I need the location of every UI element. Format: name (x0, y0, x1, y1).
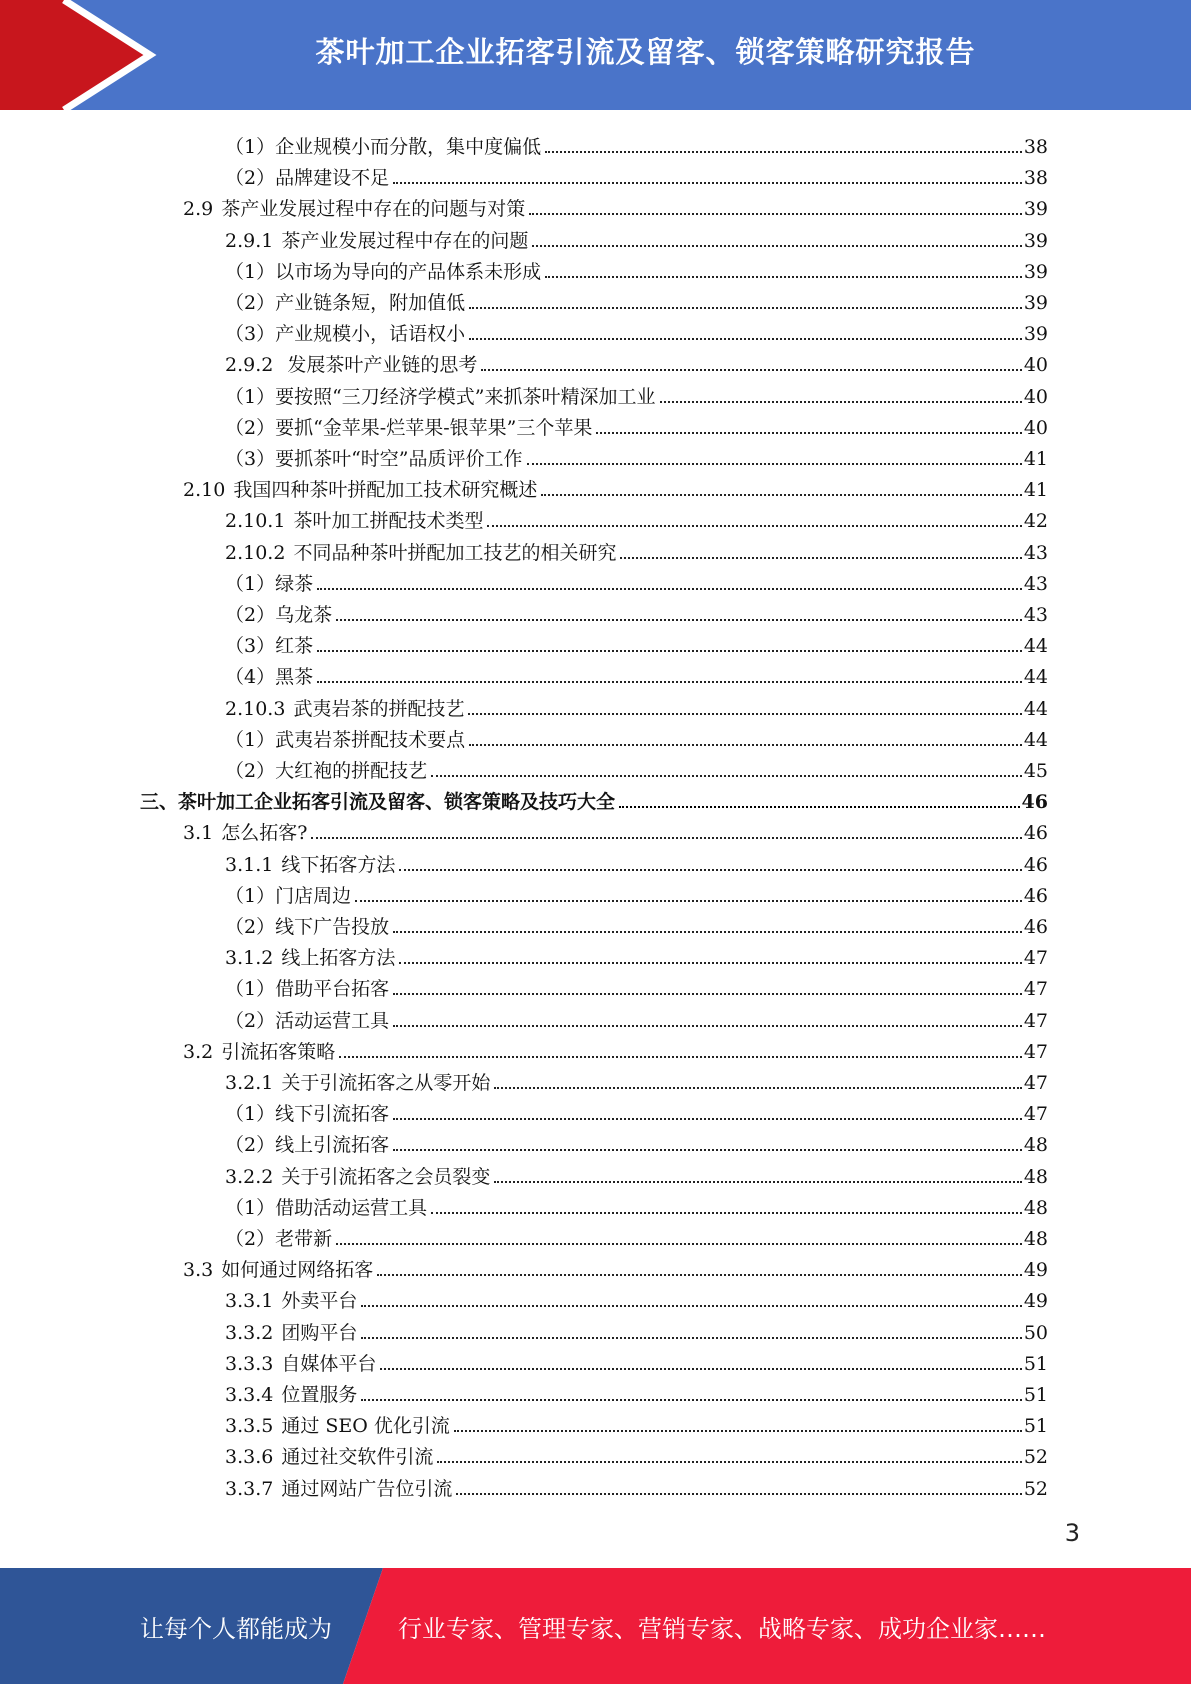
toc-entry-label (183, 1259, 375, 1281)
toc-entry-page: 46 (1023, 822, 1048, 845)
toc-entry-title: （1）要按照“三刀经济学模式”来抓茶叶精深加工业 (225, 385, 656, 408)
toc-leader-dots (454, 1429, 1022, 1432)
toc-entry-page: 41 (1023, 448, 1048, 470)
toc-leader-dots (431, 774, 1022, 777)
toc-entry-page: 51 (1023, 1384, 1048, 1406)
page-footer (0, 1568, 1191, 1684)
toc-entry-title: （1）武夷岩茶拼配技术要点 (225, 728, 466, 751)
toc-entry-label (183, 1041, 337, 1063)
toc-entry-label (225, 1290, 359, 1312)
footer-slogan-right: 行业专家、管理专家、营销专家、战略专家、成功企业家…… (398, 1614, 1046, 1643)
toc-entry-page: 48 (1023, 1165, 1048, 1188)
toc-entry-label (225, 323, 467, 345)
toc-leader-dots (317, 680, 1022, 683)
toc-leader-dots (393, 992, 1022, 995)
toc-entry[interactable] (225, 439, 1048, 470)
toc-entry[interactable] (225, 1344, 1048, 1375)
toc-leader-dots (468, 712, 1021, 715)
toc-leader-dots (545, 275, 1022, 278)
toc-entry[interactable] (225, 1281, 1048, 1312)
toc-entry[interactable] (225, 314, 1048, 345)
toc-entry-page: 44 (1023, 697, 1048, 720)
toc-leader-dots (393, 181, 1022, 184)
toc-entry-page: 51 (1023, 1415, 1048, 1438)
toc-leader-dots (431, 1211, 1022, 1214)
toc-entry-label (225, 1103, 391, 1125)
toc-entry-page: 44 (1023, 728, 1048, 751)
toc-entry-title: 自媒体平台 (281, 1352, 377, 1375)
toc-entry-label (225, 573, 315, 595)
toc-entry-title: 通过网站广告位引流 (281, 1477, 453, 1500)
toc-entry-title: （1）绿茶 (225, 572, 314, 595)
toc-entry-page: 52 (1023, 1477, 1048, 1500)
toc-entry[interactable] (225, 938, 1048, 969)
toc-entry-label (225, 978, 391, 1000)
toc-entry[interactable] (225, 1219, 1048, 1250)
toc-leader-dots (355, 899, 1022, 902)
toc-entry-page: 48 (1023, 1134, 1048, 1157)
toc-entry[interactable] (225, 1188, 1048, 1219)
toc-entry-number: 2.9.2 (225, 354, 274, 377)
toc-leader-dots (393, 1117, 1022, 1120)
toc-leader-dots (469, 743, 1022, 746)
toc-leader-dots (399, 868, 1021, 871)
toc-entry[interactable] (225, 283, 1048, 314)
toc-entry[interactable] (225, 1406, 1048, 1437)
toc-entry[interactable] (183, 813, 1048, 844)
toc-leader-dots (619, 805, 1020, 808)
header-chevron-decoration (0, 0, 160, 110)
toc-leader-dots (393, 1148, 1022, 1151)
toc-entry-title: 三、茶叶加工企业拓客引流及留客、锁客策略及技巧大全 (140, 791, 616, 814)
toc-entry[interactable] (183, 1032, 1048, 1063)
toc-entry[interactable] (225, 657, 1048, 688)
toc-entry-number: 3.3.5 (225, 1415, 274, 1438)
toc-leader-dots (596, 431, 1021, 434)
toc-entry-page: 39 (1023, 260, 1048, 283)
toc-entry-label (183, 822, 309, 844)
toc-entry-page: 44 (1023, 666, 1048, 689)
toc-entry-title: 我国四种茶叶拼配加工技术研究概述 (233, 479, 538, 502)
toc-leader-dots (494, 1086, 1021, 1089)
toc-entry[interactable] (140, 782, 1048, 813)
toc-leader-dots (399, 961, 1021, 964)
toc-entry-label (225, 760, 429, 782)
toc-leader-dots (494, 1180, 1021, 1183)
header-title: 茶叶加工企业拓客引流及留客、锁客策略研究报告 (315, 34, 976, 69)
toc-entry-title: 线下拓客方法 (281, 853, 396, 876)
toc-entry-page: 51 (1023, 1352, 1048, 1375)
toc-entry-number: 2.9 (183, 198, 214, 221)
toc-entry-label (225, 1197, 429, 1219)
toc-entry-page: 46 (1023, 884, 1048, 907)
toc-entry[interactable] (225, 1313, 1048, 1344)
toc-leader-dots (311, 836, 1021, 839)
toc-entry-label (225, 417, 594, 439)
toc-entry-label (225, 1478, 454, 1500)
toc-entry-label (183, 479, 539, 501)
toc-entry-number: 3.1.2 (225, 947, 274, 970)
toc-entry-page: 43 (1023, 572, 1048, 595)
toc-leader-dots (377, 1273, 1022, 1276)
toc-entry-label (225, 1166, 492, 1188)
toc-leader-dots (317, 649, 1022, 652)
toc-entry-title: （2）老带新 (225, 1228, 333, 1250)
toc-entry[interactable] (225, 751, 1048, 782)
toc-entry-page: 52 (1023, 1446, 1048, 1469)
toc-entry[interactable] (225, 720, 1048, 751)
toc-entry[interactable] (225, 1001, 1048, 1032)
toc-entry-title: （1）企业规模小而分散，集中度偏低 (225, 136, 542, 158)
toc-entry-label (225, 1010, 391, 1032)
toc-entry-number: 3.3.7 (225, 1477, 274, 1500)
toc-entry-title: 团购平台 (281, 1321, 358, 1344)
toc-entry-page: 38 (1023, 167, 1048, 190)
toc-leader-dots (393, 1024, 1022, 1027)
toc-entry-label (225, 230, 530, 252)
toc-entry-title: （2）乌龙茶 (225, 604, 333, 626)
toc-entry-label (225, 698, 466, 720)
toc-entry[interactable] (183, 189, 1048, 220)
toc-entry-page: 46 (1021, 791, 1048, 814)
toc-leader-dots (469, 306, 1022, 309)
toc-entry-label (225, 510, 485, 532)
toc-entry-label (225, 854, 397, 876)
toc-entry-page: 48 (1023, 1196, 1048, 1219)
toc-entry-number: 3.3.6 (225, 1446, 274, 1469)
toc-leader-dots (361, 1304, 1021, 1307)
toc-entry-title: 不同品种茶叶拼配加工技艺的相关研究 (293, 541, 617, 564)
toc-entry-label (225, 354, 479, 376)
toc-entry-number: 3.2 (183, 1040, 214, 1063)
toc-entry-title: （1）门店周边 (225, 884, 352, 907)
toc-entry-label (225, 1322, 359, 1344)
toc-entry-title: （3）红茶 (225, 635, 314, 658)
toc-entry-page: 39 (1023, 323, 1048, 346)
toc-leader-dots (660, 400, 1022, 403)
toc-entry-page: 50 (1023, 1321, 1048, 1344)
toc-entry[interactable] (225, 1157, 1048, 1188)
toc-entry-title: （1）借助平台拓客 (225, 978, 390, 1001)
toc-leader-dots (393, 930, 1022, 933)
toc-entry-page: 45 (1023, 760, 1048, 782)
toc-entry-title: 茶产业发展过程中存在的问题 (281, 229, 529, 252)
page-number: 3 (1064, 1519, 1080, 1547)
toc-leader-dots (532, 244, 1021, 247)
toc-leader-dots (336, 1242, 1022, 1245)
toc-entry-title: （1）以市场为导向的产品体系未形成 (225, 260, 542, 283)
toc-entry-label (225, 292, 467, 314)
toc-leader-dots (469, 337, 1022, 340)
toc-entry-title: （2）线上引流拓客 (225, 1134, 390, 1157)
toc-entry-page: 49 (1023, 1290, 1048, 1313)
toc-entry-label (225, 1228, 334, 1250)
toc-entry-label (225, 1353, 378, 1375)
toc-entry-title: （2）品牌建设不足 (225, 167, 390, 190)
toc-entry[interactable] (183, 1250, 1048, 1281)
toc-entry-number: 2.10.2 (225, 541, 286, 564)
toc-entry-page: 40 (1023, 385, 1048, 408)
toc-entry-page: 39 (1023, 229, 1048, 252)
toc-entry-title: 武夷岩茶的拼配技艺 (293, 697, 465, 720)
toc-entry-label (225, 1072, 492, 1094)
toc-entry-title: 发展茶叶产业链的思考 (281, 354, 478, 377)
toc-entry-number: 2.10.1 (225, 510, 286, 533)
toc-entry[interactable] (225, 501, 1048, 532)
toc-entry-page: 40 (1023, 416, 1048, 439)
toc-entry-title: （4）黑茶 (225, 666, 314, 689)
toc-entry-label (225, 947, 397, 969)
toc-leader-dots (339, 1055, 1022, 1058)
toc-entry-number: 3.3.2 (225, 1321, 274, 1344)
toc-entry-number: 3.1.1 (225, 853, 274, 876)
toc-entry-title: （2）要抓“金苹果-烂苹果-银苹果”三个苹果 (225, 416, 593, 439)
toc-entry-page: 46 (1023, 916, 1048, 938)
toc-entry-label (225, 261, 543, 283)
toc-entry-title: （2）产业链条短，附加值低 (225, 292, 466, 314)
toc-entry-title: 如何通过网络拓客 (221, 1259, 374, 1282)
toc-entry-label (225, 635, 315, 657)
toc-leader-dots (456, 1492, 1021, 1495)
toc-entry[interactable] (183, 470, 1048, 501)
toc-entry-title: （1）线下引流拓客 (225, 1103, 390, 1126)
toc-entry-number: 2.9.1 (225, 229, 274, 252)
toc-entry-page: 40 (1023, 354, 1048, 377)
toc-leader-dots (361, 1398, 1021, 1401)
toc-entry[interactable] (225, 533, 1048, 564)
toc-entry-title: （2）大红袍的拼配技艺 (225, 760, 428, 782)
toc-entry-page: 47 (1023, 947, 1048, 970)
toc-entry-label (225, 666, 315, 688)
toc-entry-page: 48 (1023, 1228, 1048, 1250)
toc-entry[interactable] (225, 1125, 1048, 1156)
toc-entry-label (225, 167, 391, 189)
toc-entry-label (225, 1134, 391, 1156)
toc-entry[interactable] (225, 377, 1048, 408)
toc-entry-title: 关于引流拓客之会员裂变 (281, 1165, 491, 1188)
toc-entry-label (225, 1415, 452, 1437)
toc-entry-page: 47 (1023, 1072, 1048, 1094)
toc-entry[interactable] (225, 1437, 1048, 1468)
toc-entry-label (225, 885, 353, 907)
toc-entry-number: 3.3.1 (225, 1290, 274, 1313)
page-header (0, 0, 1191, 110)
toc-entry[interactable] (225, 221, 1048, 252)
toc-entry[interactable] (225, 1094, 1048, 1125)
toc-entry-number: 3.2.1 (225, 1072, 274, 1094)
toc-entry-number: 3.2.2 (225, 1165, 274, 1188)
toc-entry-title: 线上拓客方法 (281, 947, 396, 970)
toc-entry-number: 2.10.3 (225, 697, 286, 720)
toc-entry-page: 39 (1023, 292, 1048, 314)
toc-entry[interactable] (225, 689, 1048, 720)
toc-entry-title: 茶产业发展过程中存在的问题与对策 (221, 198, 526, 221)
toc-entry-page: 47 (1023, 978, 1048, 1001)
toc-entry-number: 2.10 (183, 479, 226, 502)
toc-entry[interactable] (225, 1469, 1048, 1500)
toc-entry-label (183, 198, 527, 220)
toc-entry-title: 关于引流拓客之从零开始 (281, 1072, 491, 1094)
toc-entry-page: 38 (1023, 136, 1048, 158)
toc-entry-title: （1）借助活动运营工具 (225, 1196, 428, 1219)
toc-leader-dots (541, 493, 1021, 496)
toc-leader-dots (317, 587, 1022, 590)
toc-entry-label (225, 386, 658, 408)
toc-entry[interactable] (225, 907, 1048, 938)
toc-entry-label (140, 791, 617, 813)
toc-entry-label (225, 542, 618, 564)
toc-entry-page: 43 (1023, 604, 1048, 626)
toc-entry-page: 41 (1023, 479, 1048, 502)
toc-entry-page: 47 (1023, 1040, 1048, 1063)
toc-entry-page: 47 (1023, 1009, 1048, 1032)
toc-leader-dots (437, 1460, 1021, 1463)
toc-entry[interactable] (225, 969, 1048, 1000)
toc-entry-page: 42 (1023, 510, 1048, 533)
toc-entry-label (225, 136, 543, 158)
toc-entry-page: 44 (1023, 635, 1048, 658)
toc-entry[interactable] (225, 595, 1048, 626)
toc-entry-label (225, 729, 467, 751)
toc-entry-title: 外卖平台 (281, 1290, 358, 1313)
toc-entry[interactable] (225, 408, 1048, 439)
toc-entry-label (225, 604, 334, 626)
toc-entry-title: 茶叶加工拼配技术类型 (293, 510, 484, 533)
toc-entry[interactable] (225, 845, 1048, 876)
toc-entry-page: 49 (1023, 1259, 1048, 1282)
toc-entry-page: 47 (1023, 1103, 1048, 1126)
toc-entry-title: 怎么拓客? (221, 822, 308, 845)
toc-leader-dots (380, 1367, 1021, 1370)
toc-entry[interactable] (225, 626, 1048, 657)
toc-leader-dots (487, 524, 1021, 527)
toc-entry[interactable] (225, 252, 1048, 283)
toc-entry-number: 3.1 (183, 822, 214, 845)
toc-entry[interactable] (225, 1063, 1048, 1094)
toc-entry-title: （3）产业规模小，话语权小 (225, 323, 466, 346)
toc-entry[interactable] (225, 158, 1048, 189)
toc-entry-number: 3.3.4 (225, 1384, 274, 1406)
toc-entry-title: 通过社交软件引流 (281, 1446, 434, 1469)
toc-leader-dots (361, 1336, 1021, 1339)
toc-entry-page: 39 (1023, 198, 1048, 221)
toc-entry-title: 位置服务 (281, 1384, 358, 1406)
toc-entry-page: 43 (1023, 541, 1048, 564)
toc-entry-title: （2）活动运营工具 (225, 1009, 390, 1032)
toc-entry-number: 3.3 (183, 1259, 214, 1282)
toc-entry-label (225, 1446, 435, 1468)
toc-entry[interactable] (225, 127, 1048, 158)
toc-entry-number: 3.3.3 (225, 1352, 274, 1375)
toc-entry[interactable] (225, 564, 1048, 595)
toc-entry[interactable] (225, 1375, 1048, 1406)
toc-leader-dots (481, 368, 1021, 371)
toc-entry-title: （3）要抓茶叶“时空”品质评价工作 (225, 448, 523, 470)
toc-entry-title: 通过 SEO 优化引流 (281, 1415, 450, 1438)
toc-entry-page: 46 (1023, 853, 1048, 876)
footer-slogan-left: 让每个人都能成为 (140, 1614, 332, 1643)
toc-leader-dots (336, 618, 1022, 621)
toc-leader-dots (620, 556, 1021, 559)
toc-entry-label (225, 448, 525, 470)
toc-entry[interactable] (225, 345, 1048, 376)
toc-entry[interactable] (225, 876, 1048, 907)
toc-entry-title: （2）线下广告投放 (225, 916, 390, 938)
toc-entry-title: 引流拓客策略 (221, 1040, 336, 1063)
toc-leader-dots (529, 212, 1022, 215)
toc-leader-dots (545, 150, 1022, 153)
toc-entry-label (225, 916, 391, 938)
toc-leader-dots (527, 462, 1022, 465)
toc-entry-label (225, 1384, 359, 1406)
